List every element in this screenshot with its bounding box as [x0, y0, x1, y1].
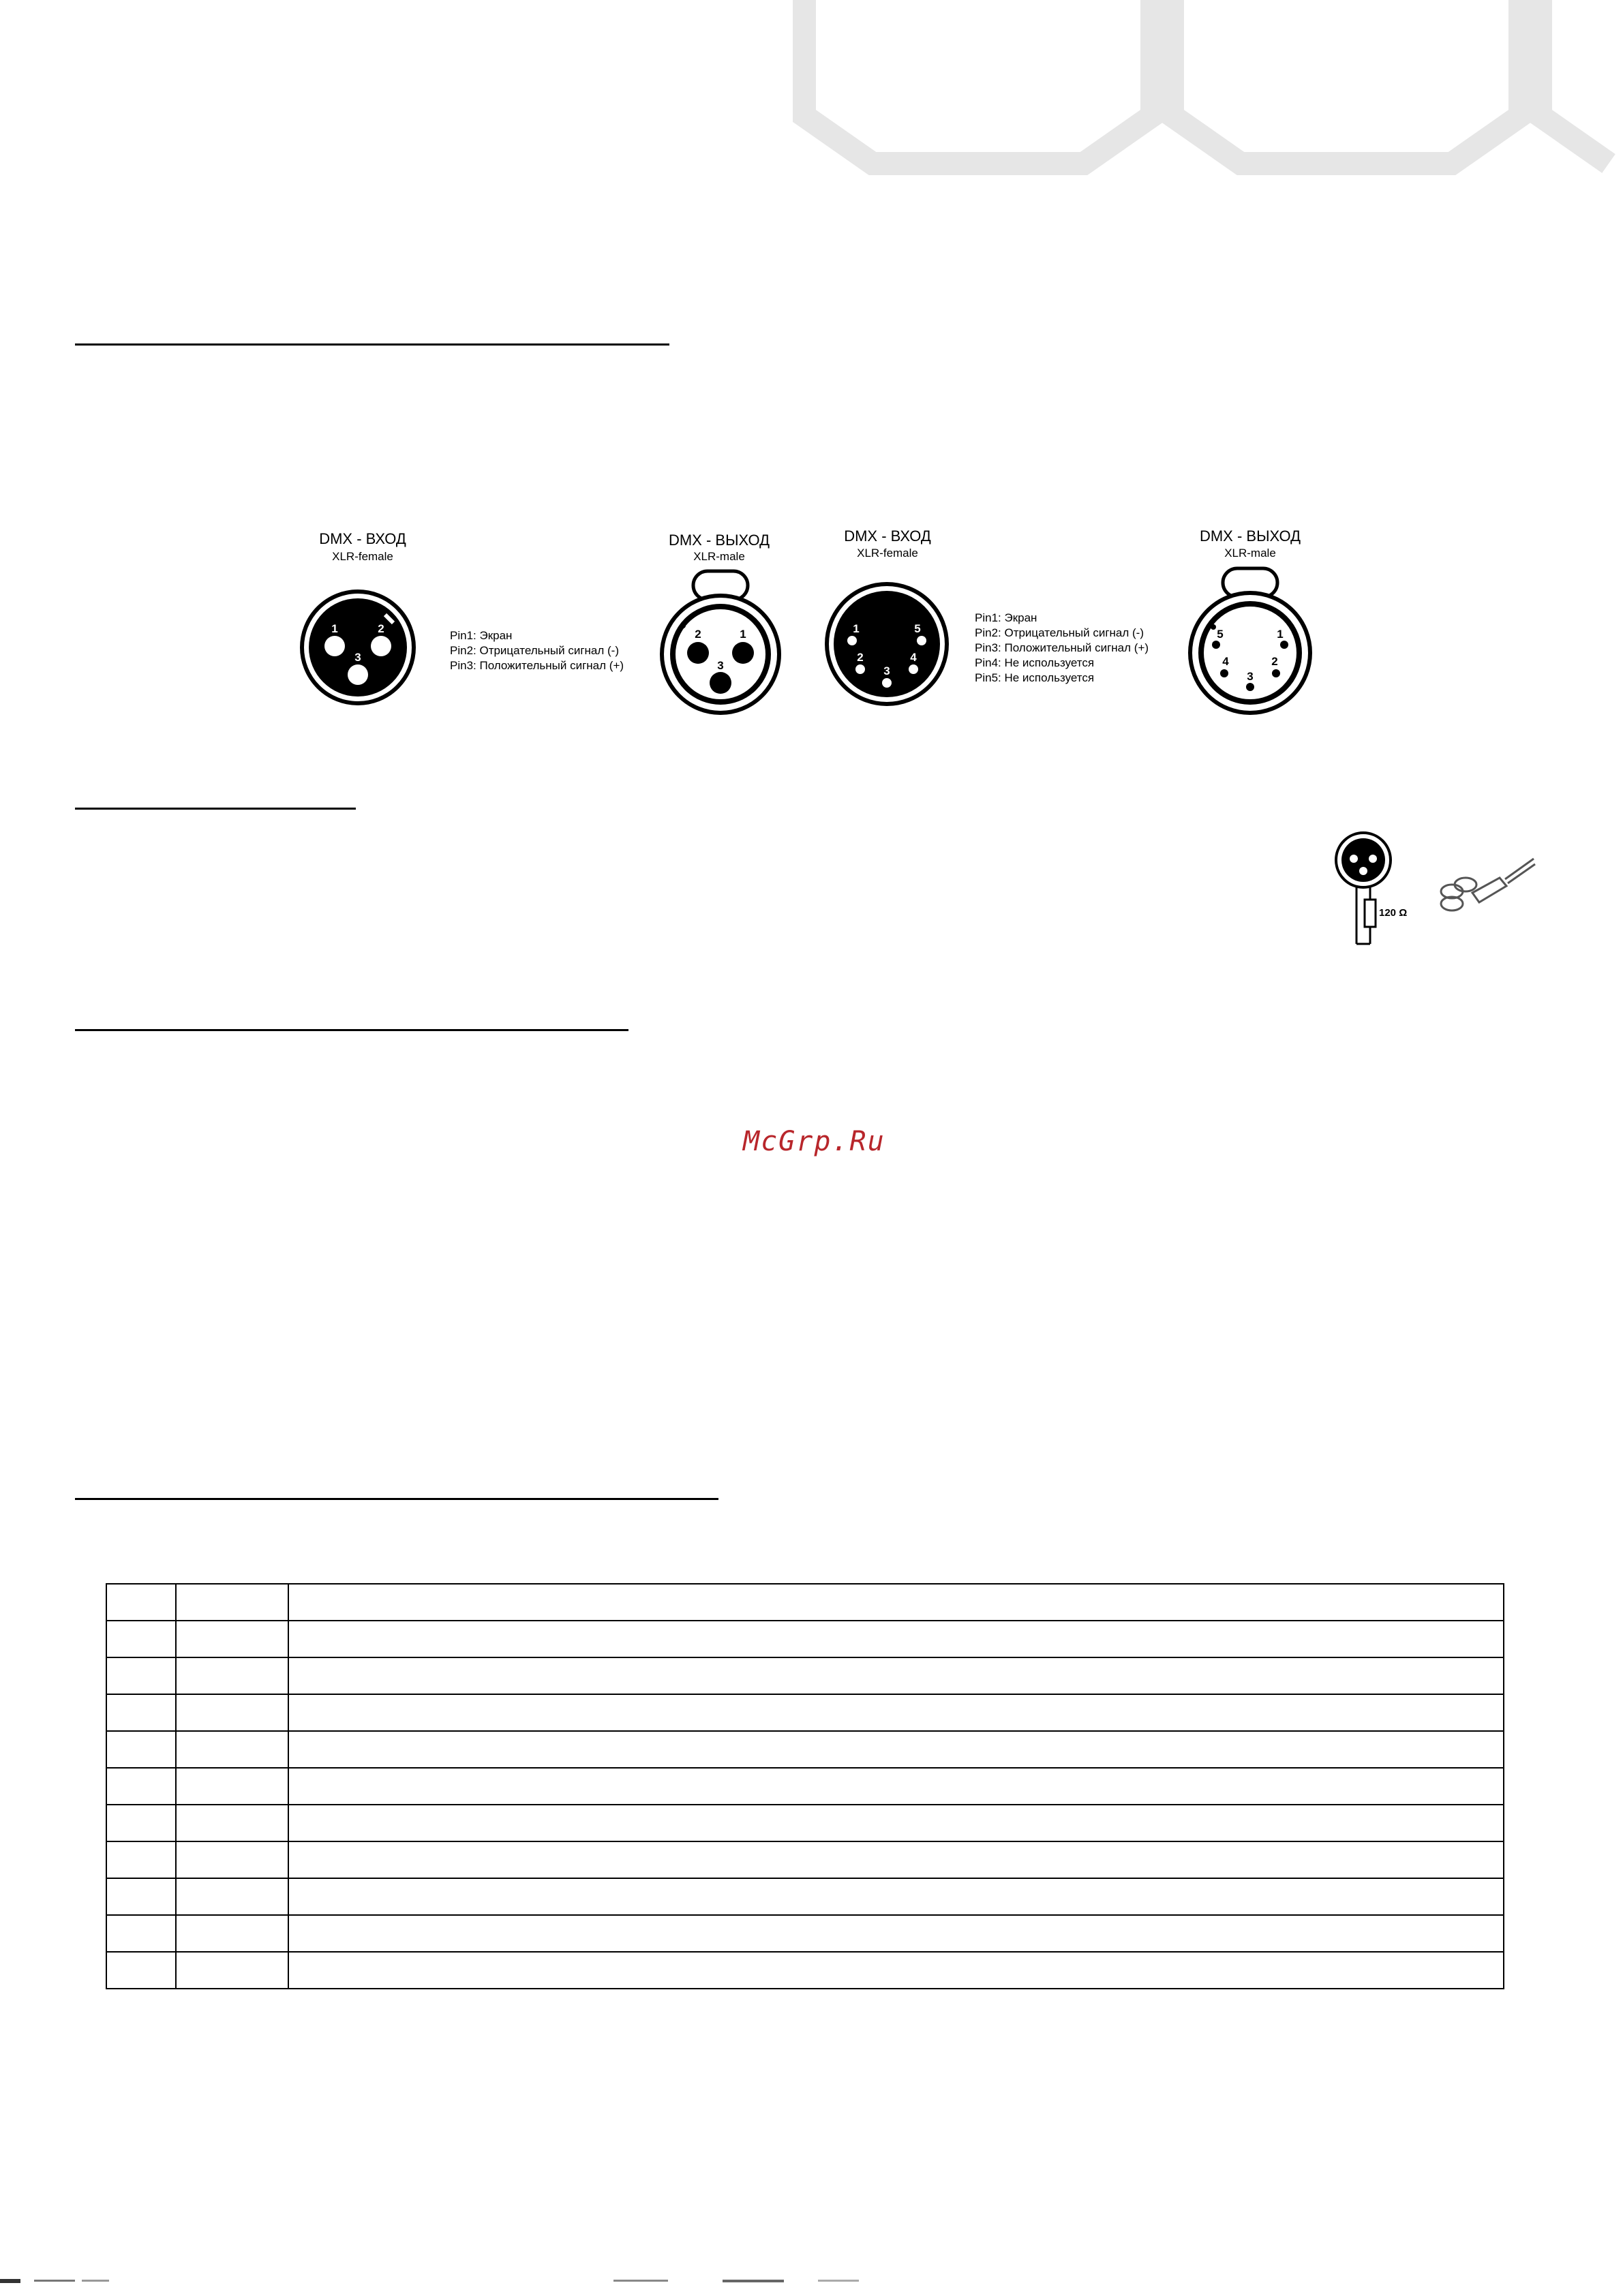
table-cell — [106, 1657, 176, 1694]
watermark: McGrp.Ru — [743, 1126, 885, 1157]
table-cell — [106, 1841, 176, 1878]
table-cell — [106, 1952, 176, 1989]
connector-4-subtitle: XLR-male — [1224, 547, 1276, 560]
connector-2-title: DMX - ВЫХОД — [668, 532, 770, 549]
table-cell — [106, 1805, 176, 1841]
table-row — [106, 1768, 1504, 1805]
table-cell — [288, 1878, 1504, 1915]
c3-pin-1: 1 — [853, 622, 860, 635]
c1-pin-2: 2 — [378, 622, 384, 635]
connector-1-subtitle: XLR-female — [332, 550, 393, 563]
table-cell — [106, 1731, 176, 1768]
table-cell — [288, 1768, 1504, 1805]
table-cell — [288, 1731, 1504, 1768]
table-cell — [176, 1952, 288, 1989]
c3-pin-2: 2 — [857, 651, 864, 664]
resistor-label: 120 Ω — [1379, 907, 1408, 919]
table-cell — [106, 1694, 176, 1731]
table-cell — [288, 1584, 1504, 1621]
connector-3-title: DMX - ВХОД — [844, 527, 931, 545]
table-row — [106, 1841, 1504, 1878]
connector-4-title: DMX - ВЫХОД — [1199, 527, 1301, 545]
table-cell — [288, 1694, 1504, 1731]
xlr-male-5pin-icon — [1183, 564, 1317, 717]
section-rule-2 — [75, 808, 356, 810]
table-cell — [106, 1584, 176, 1621]
pin-legend-5-line-3: Pin3: Положительный сигнал (+) — [975, 641, 1149, 654]
c2-pin-2: 2 — [695, 628, 701, 641]
c1-pin-3: 3 — [354, 651, 361, 664]
table-row — [106, 1805, 1504, 1841]
table-cell — [106, 1621, 176, 1657]
c2-pin-1: 1 — [740, 628, 746, 641]
pin-legend-5-line-1: Pin1: Экран — [975, 611, 1037, 624]
section-rule-1 — [75, 343, 669, 346]
c1-pin-1: 1 — [331, 622, 338, 635]
table-row — [106, 1878, 1504, 1915]
footer-scan-artifact — [0, 2278, 954, 2284]
c4-pin-3: 3 — [1247, 670, 1254, 683]
pin-legend-5-line-4: Pin4: Не используется — [975, 656, 1095, 669]
c4-pin-2: 2 — [1271, 655, 1278, 668]
xlr-male-3pin-icon — [656, 567, 785, 717]
table-row — [106, 1952, 1504, 1989]
table-cell — [176, 1841, 288, 1878]
table-cell — [176, 1584, 288, 1621]
xlr-plug-cable-icon — [1425, 844, 1541, 919]
table-cell — [288, 1621, 1504, 1657]
table-row — [106, 1621, 1504, 1657]
pin-legend-5-line-5: Pin5: Не используется — [975, 671, 1095, 684]
table-cell — [288, 1915, 1504, 1952]
table-row — [106, 1915, 1504, 1952]
table-cell — [176, 1878, 288, 1915]
c2-pin-3: 3 — [717, 659, 724, 672]
pin-legend-5-line-2: Pin2: Отрицательный сигнал (-) — [975, 626, 1144, 639]
table-row — [106, 1657, 1504, 1694]
c4-pin-4: 4 — [1222, 655, 1229, 668]
table-cell — [106, 1878, 176, 1915]
table-row — [106, 1731, 1504, 1768]
c3-pin-3: 3 — [883, 664, 890, 677]
table-cell — [106, 1768, 176, 1805]
pin-legend-3-line-1: Pin1: Экран — [450, 629, 513, 642]
pin-legend-3-line-3: Pin3: Положительный сигнал (+) — [450, 659, 624, 672]
table-row — [106, 1694, 1504, 1731]
table-cell — [176, 1915, 288, 1952]
table-cell — [176, 1694, 288, 1731]
xlr-female-3pin-icon — [298, 587, 418, 707]
table-cell — [176, 1621, 288, 1657]
table-cell — [176, 1805, 288, 1841]
xlr-female-5pin-icon — [822, 579, 952, 709]
pin-legend-3pin — [450, 628, 624, 673]
table-cell — [288, 1805, 1504, 1841]
hexagon-decoration — [791, 0, 1623, 177]
table-cell — [288, 1657, 1504, 1694]
dmx-terminator-icon — [1322, 831, 1425, 947]
section-rule-4 — [75, 1498, 718, 1500]
c3-pin-5: 5 — [914, 622, 921, 635]
c4-pin-1: 1 — [1277, 628, 1284, 641]
connector-3-subtitle: XLR-female — [857, 547, 918, 560]
pin-legend-5pin — [975, 611, 1149, 686]
table-cell — [288, 1952, 1504, 1989]
connector-2-subtitle: XLR-male — [693, 550, 745, 563]
table-cell — [176, 1731, 288, 1768]
connector-1-title: DMX - ВХОД — [319, 530, 406, 547]
pin-legend-3-line-2: Pin2: Отрицательный сигнал (-) — [450, 644, 620, 657]
table-cell — [176, 1768, 288, 1805]
table-row — [106, 1584, 1504, 1621]
c4-pin-5: 5 — [1217, 628, 1224, 641]
section-rule-3 — [75, 1029, 628, 1031]
data-table — [106, 1583, 1504, 1989]
table-cell — [176, 1657, 288, 1694]
c3-pin-4: 4 — [910, 651, 917, 664]
table-cell — [106, 1915, 176, 1952]
table-cell — [288, 1841, 1504, 1878]
